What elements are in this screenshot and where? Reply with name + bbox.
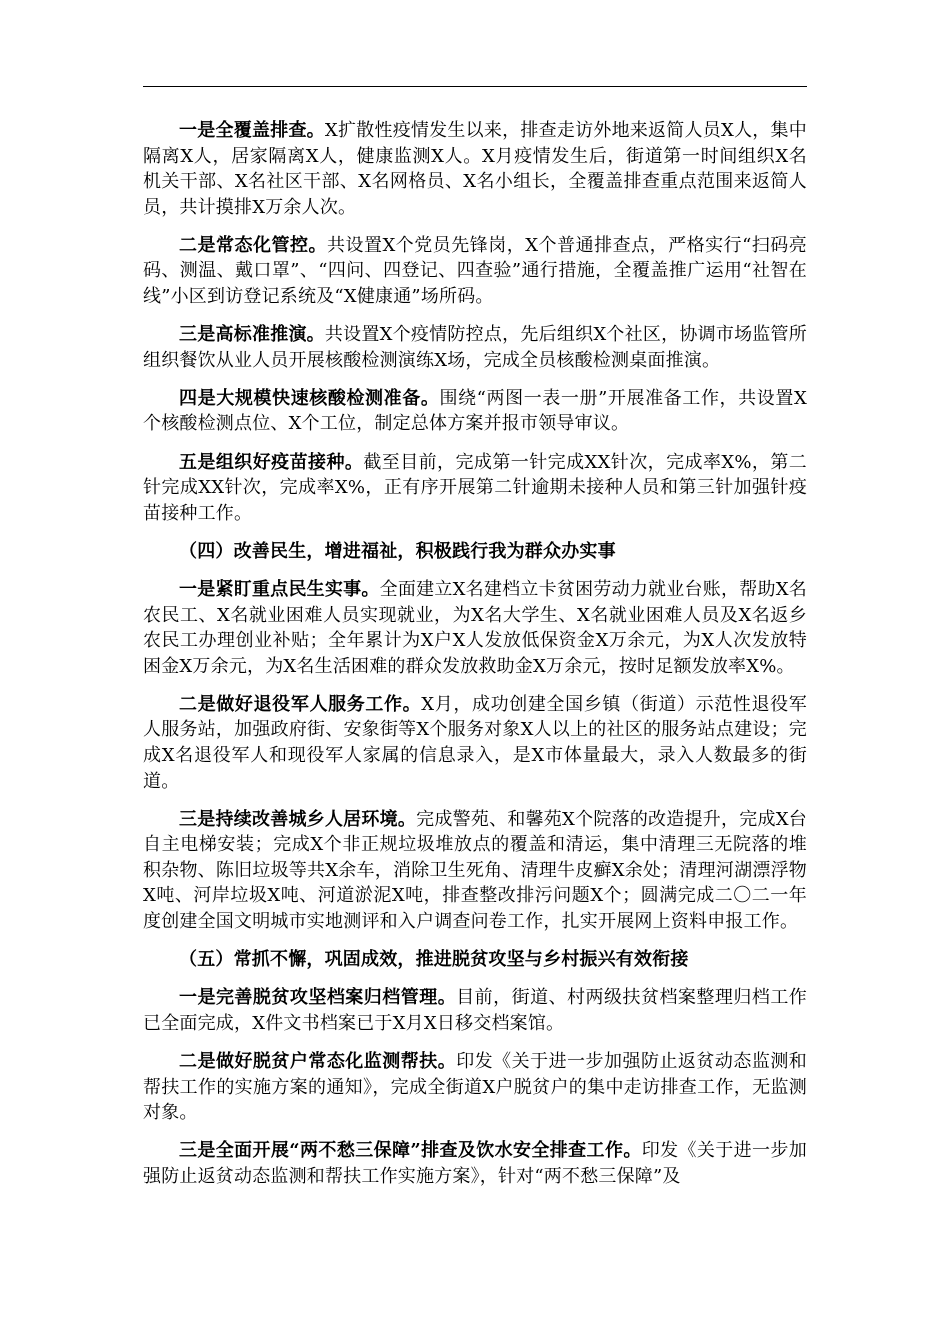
paragraph-text: 共设置X个党员先锋岗，X个普通排查点，严格实行“扫码亮码、测温、戴口罩”、“四问、四登记、四查验”通行措施，全覆盖推广运用“社智在线”小区到访登记系统及“X健康通”场所码。 [143,234,807,308]
paragraph-text: 印发《关于进一步加强防止返贫动态监测和帮扶工作的实施方案的通知》，完成全街道X户脱贫户的集中走访排查工作，无监测对象。 [143,1050,807,1124]
section-heading-4: （四）改善民生，增进福祉，积极践行我为群众办实事 [179,540,616,562]
paragraph-text: 完成警苑、和馨苑X个院落的改造提升，完成X台自主电梯安装；完成X个非正规垃圾堆放点的覆盖和清运，集中清理三无院落的堆积杂物、陈旧垃圾等共X余车，消除卫生死角、清理牛皮癣X余处；清理河湖漂浮物X吨、河岸垃圾X吨、河道淤泥X吨，排查整改排污问题X个；圆满完成二〇二一年度创建全国文明城市实地测评和入户调查问卷工作，扎实开展网上资料申报工作。 [143,808,807,933]
paragraph-high-standard-drill [143,322,807,373]
paragraph-text: 印发《关于进一步加强防止返贫动态监测和帮扶工作实施方案》，针对“两不愁三保障”及 [143,1140,807,1187]
paragraph-normalized-control [143,233,807,310]
paragraph-text: 围绕“两图一表一册”开展准备工作，共设置X个核酸检测点位、X个工位，制定总体方案并报市领导审议。 [143,387,807,435]
paragraph-lead: 一是完善脱贫攻坚档案归档管理。 [179,987,457,1009]
paragraph-text: 目前，街道、村两级扶贫档案整理归档工作已全面完成，X件文书档案已于X月X日移交档案馆。 [143,987,807,1034]
document-body [143,118,807,1202]
paragraph-lead: 三是全面开展“两不愁三保障”排查及饮水安全排查工作。 [179,1140,642,1162]
paragraph-archive-management [143,985,807,1036]
paragraph-lead: 二是常态化管控。 [179,234,327,256]
paragraph-lead: 五是组织好疫苗接种。 [179,451,364,473]
paragraph-living-environment [143,807,807,935]
paragraph-veteran-services [143,692,807,794]
paragraph-text: X扩散性疫情发生以来，排查走访外地来返简人员X人，集中隔离X人，居家隔离X人，健康监测X人。X月疫情发生后，街道第一时间组织X名机关干部、X名社区干部、X名网格员、X名小组长，全覆盖排查重点范围来返简人员，共计摸排X万余人次。 [143,120,807,218]
header-rule [143,86,807,87]
paragraph-monitoring-assistance [143,1049,807,1126]
paragraph-two-assurances-screening [143,1138,807,1189]
paragraph-lead: 一是全覆盖排查。 [179,120,325,141]
paragraph-lead: 三是高标准推演。 [179,324,325,346]
paragraph-vaccination [143,450,807,527]
paragraph-lead: 一是紧盯重点民生实事。 [179,578,380,600]
paragraph-text: X月，成功创建全国乡镇（街道）示范性退役军人服务站，加强政府街、安象街等X个服务对象X人以上的社区的服务站点建设；完成X名退役军人和现役军人家属的信息录入，是X市体量最大，录入人数最多的街道。 [143,693,807,792]
paragraph-lead: 三是持续改善城乡人居环境。 [179,808,417,830]
paragraph-livelihood-projects [143,577,807,679]
paragraph-text: 全面建立X名建档立卡贫困劳动力就业台账，帮助X名农民工、X名就业困难人员实现就业，为X名大学生、X名就业困难人员及X名返乡农民工办理创业补贴；全年累计为X户X人发放低保资金X万余元，为X人次发放特困金X万余元，为X名生活困难的群众发放救助金X万余元，按时足额发放率X%。 [143,578,807,677]
paragraph-text: 截至目前，完成第一针完成XX针次，完成率X%，第二针完成XX针次，完成率X%，正有序开展第二针逾期未接种人员和第三针加强针疫苗接种工作。 [143,451,807,524]
paragraph-lead: 二是做好脱贫户常态化监测帮扶。 [179,1050,457,1072]
paragraph-lead: 二是做好退役军人服务工作。 [179,693,422,715]
paragraph-mass-testing-prep [143,386,807,437]
section-heading-5: （五）常抓不懈，巩固成效，推进脱贫攻坚与乡村振兴有效衔接 [179,949,689,971]
paragraph-lead: 四是大规模快速核酸检测准备。 [179,387,440,409]
paragraph-full-coverage-screening [143,118,807,220]
paragraph-text: 共设置X个疫情防控点，先后组织X个社区，协调市场监管所组织餐饮从业人员开展核酸检测演练X场，完成全员核酸检测桌面推演。 [143,324,807,371]
